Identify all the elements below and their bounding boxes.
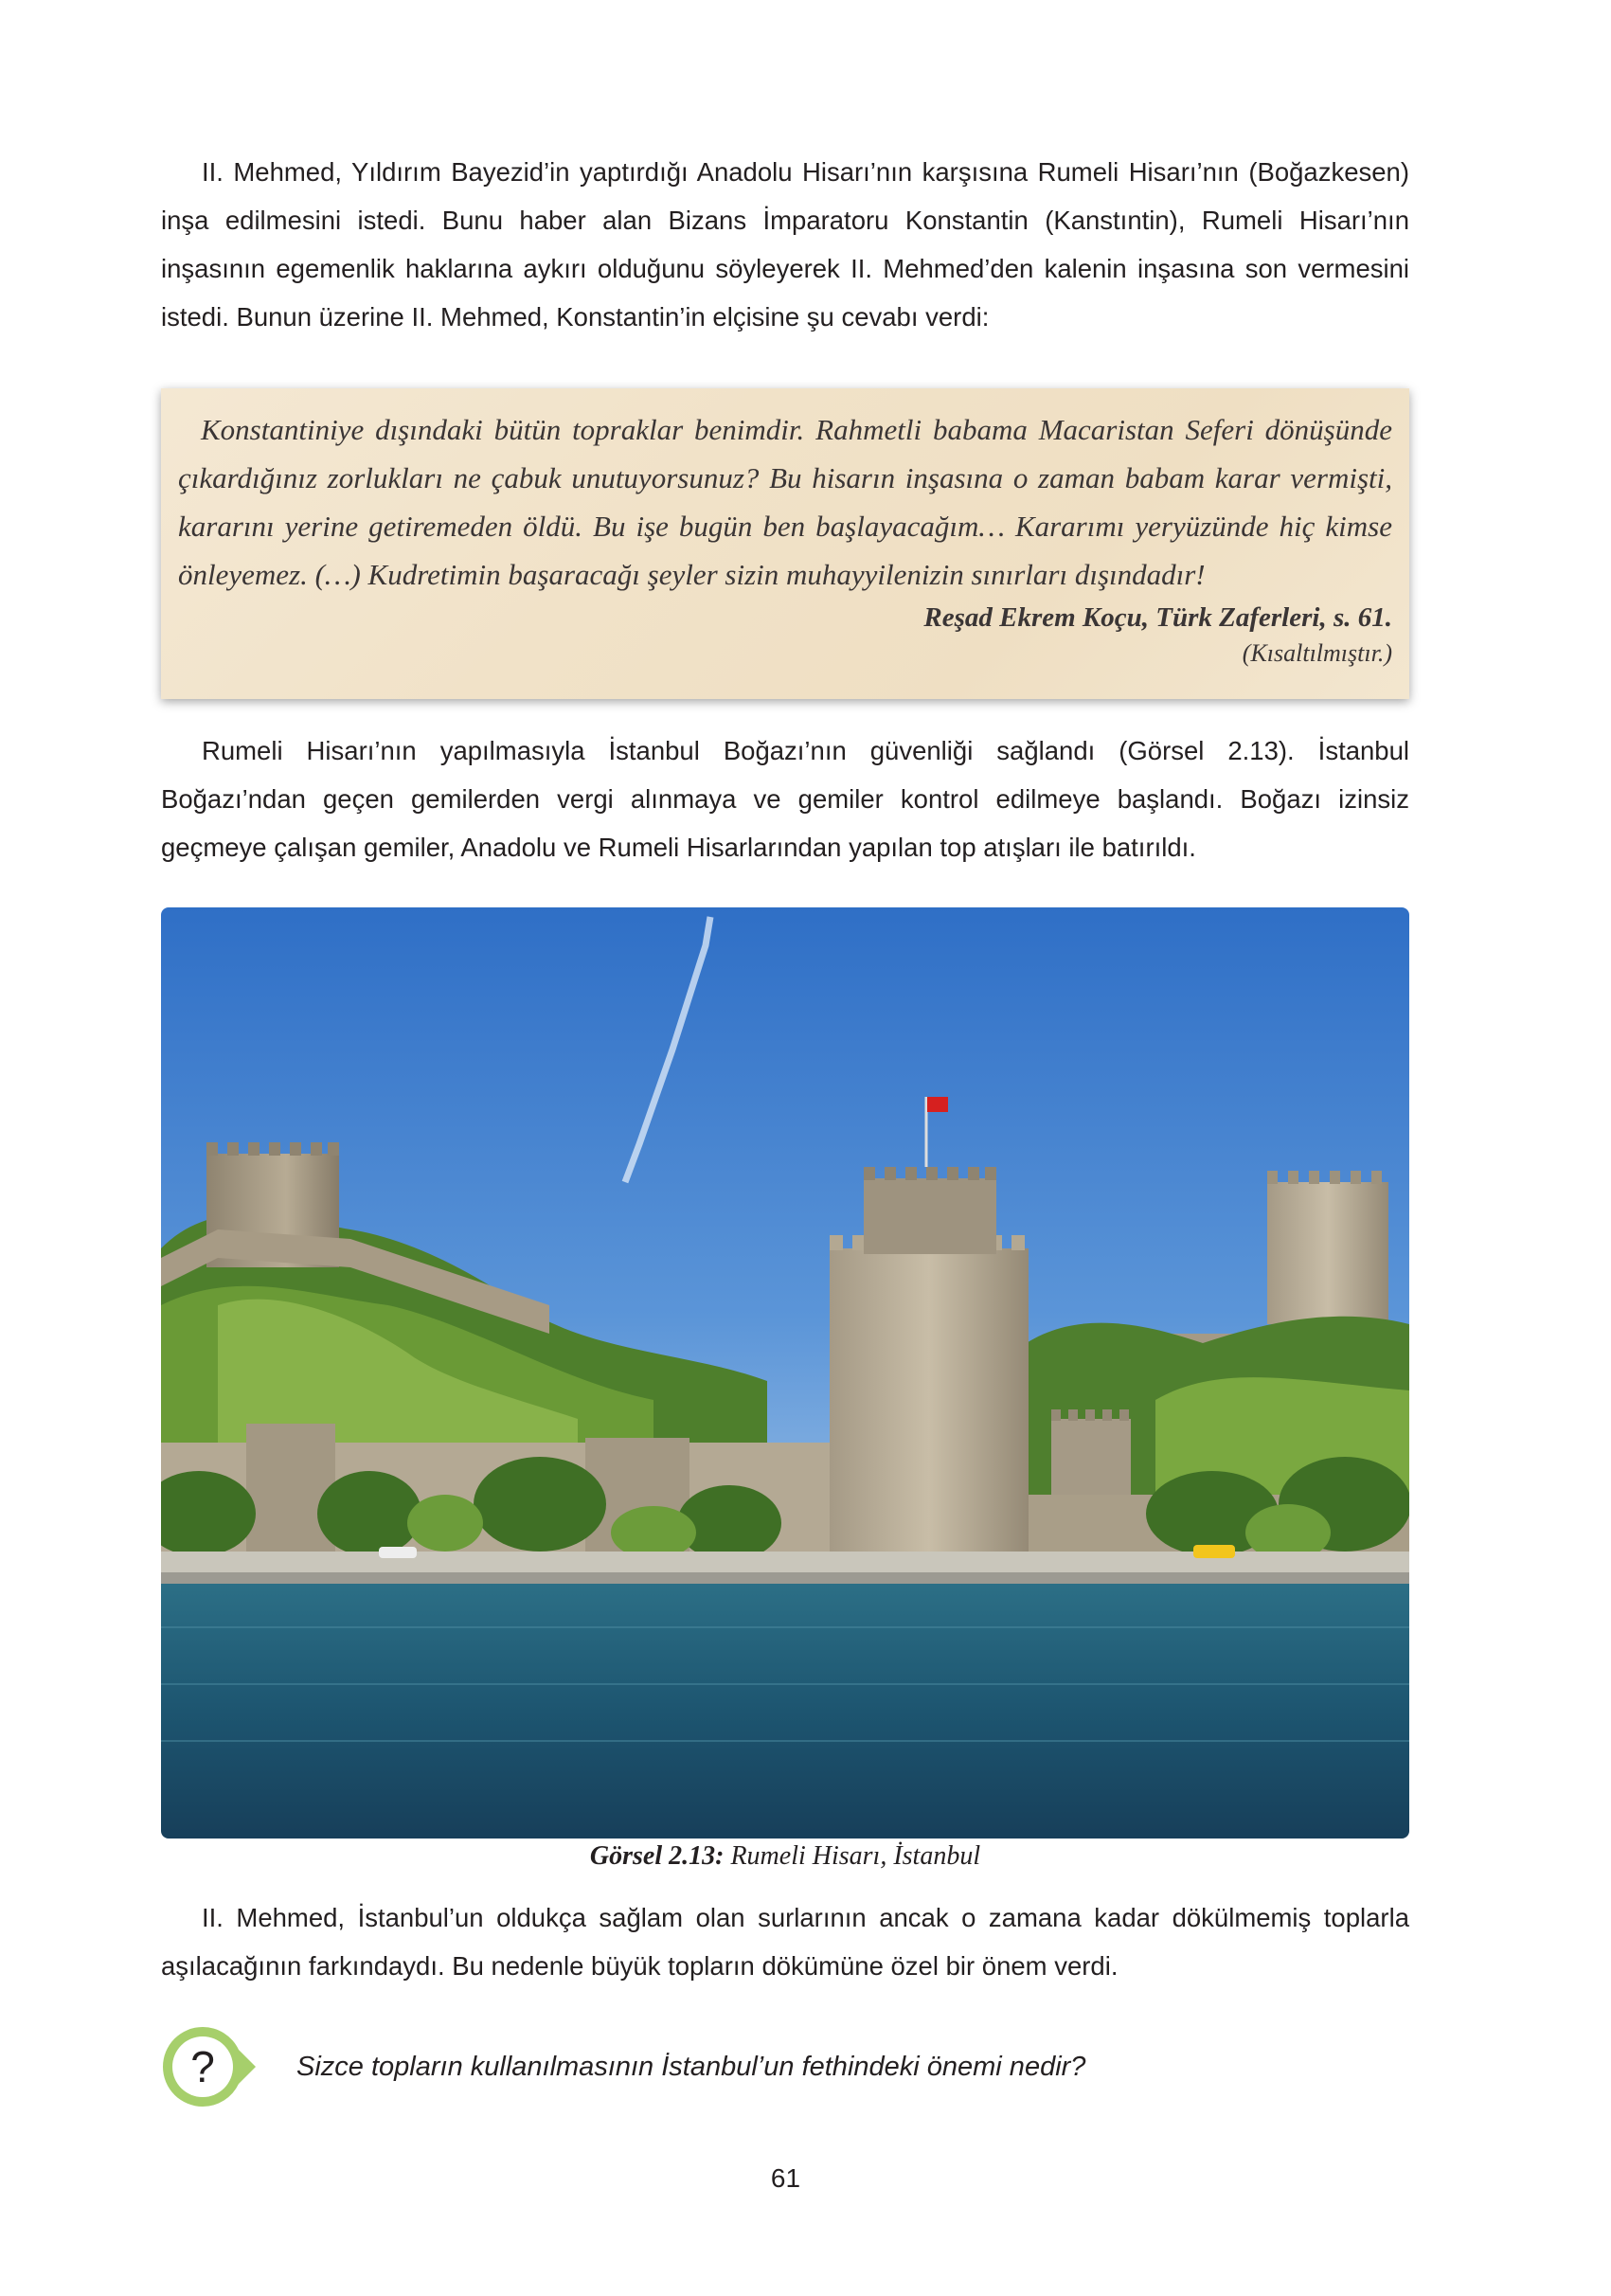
figure-label: Görsel 2.13: [589, 1841, 725, 1871]
quote-text: Konstantiniye dışındaki bütün topraklar benimdir. Rahmetli babama Macaristan Seferi dönüşünde çıkardığınız zorlukları ne çabuk unutuyorsunuz? Bu hisarın inşasına o zaman babam karar vermişti, kararını yerine getiremeden öldü. Bu işe bugün ben başlayacağım… Kararımı yeryüzünde hiç kimse önleyemez. (…) Kudretimin başaracağı şeyler sizin muhayyilenizin sınırları dışındadır! [178, 413, 1392, 591]
quote-source: Reşad Ekrem Koçu, Türk Zaferleri, s. 61. [923, 602, 1392, 633]
figure-caption [161, 1841, 1409, 1872]
intro-paragraph: II. Mehmed, Yıldırım Bayezid’in yaptırdığı Anadolu Hisarı’nın karşısına Rumeli Hisarı’nın (Boğazkesen) inşa edilmesini istedi. Bunu haber alan Bizans İmparatoru Konstantin (Kanstıntin), Rumeli Hisarı’nın inşasının egemenlik haklarına aykırı olduğunu söyleyerek II. Mehmed’den kalenin inşasına son vermesini istedi. Bunun üzerine II. Mehmed, Konstantin’in elçisine şu cevabı verdi: [161, 157, 1409, 332]
cannons-paragraph: II. Mehmed, İstanbul’un oldukça sağlam olan surlarının ancak o zamana kadar dökülmemiş toplarla aşılacağının farkındaydı. Bu nedenle büyük topların dökümüne özel bir önem verdi. [161, 1903, 1409, 1981]
question-mark-icon [159, 2023, 258, 2110]
security-paragraph: Rumeli Hisarı’nın yapılmasıyla İstanbul Boğazı’nın güvenliği sağlandı (Görsel 2.13). İstanbul Boğazı’ndan geçen gemilerden vergi alınmaya ve gemiler kontrol edilmeye başlandı. Boğazı izinsiz geçmeye çalışan gemiler, Anadolu ve Rumeli Hisarlarından yapılan top atışları ile batırıldı. [161, 736, 1409, 862]
figure-title: Rumeli Hisarı, İstanbul [730, 1841, 981, 1871]
quote-note: (Kısaltılmıştır.) [1242, 639, 1392, 667]
question-text: Sizce topların kullanılmasının İstanbul’un fethindeki önemi nedir? [296, 2052, 1086, 2082]
question-symbol: ? [190, 2042, 215, 2091]
quote-box [161, 388, 1409, 699]
rumeli-hisari-photo [161, 907, 1409, 1839]
page-number: 61 [770, 2163, 801, 2193]
